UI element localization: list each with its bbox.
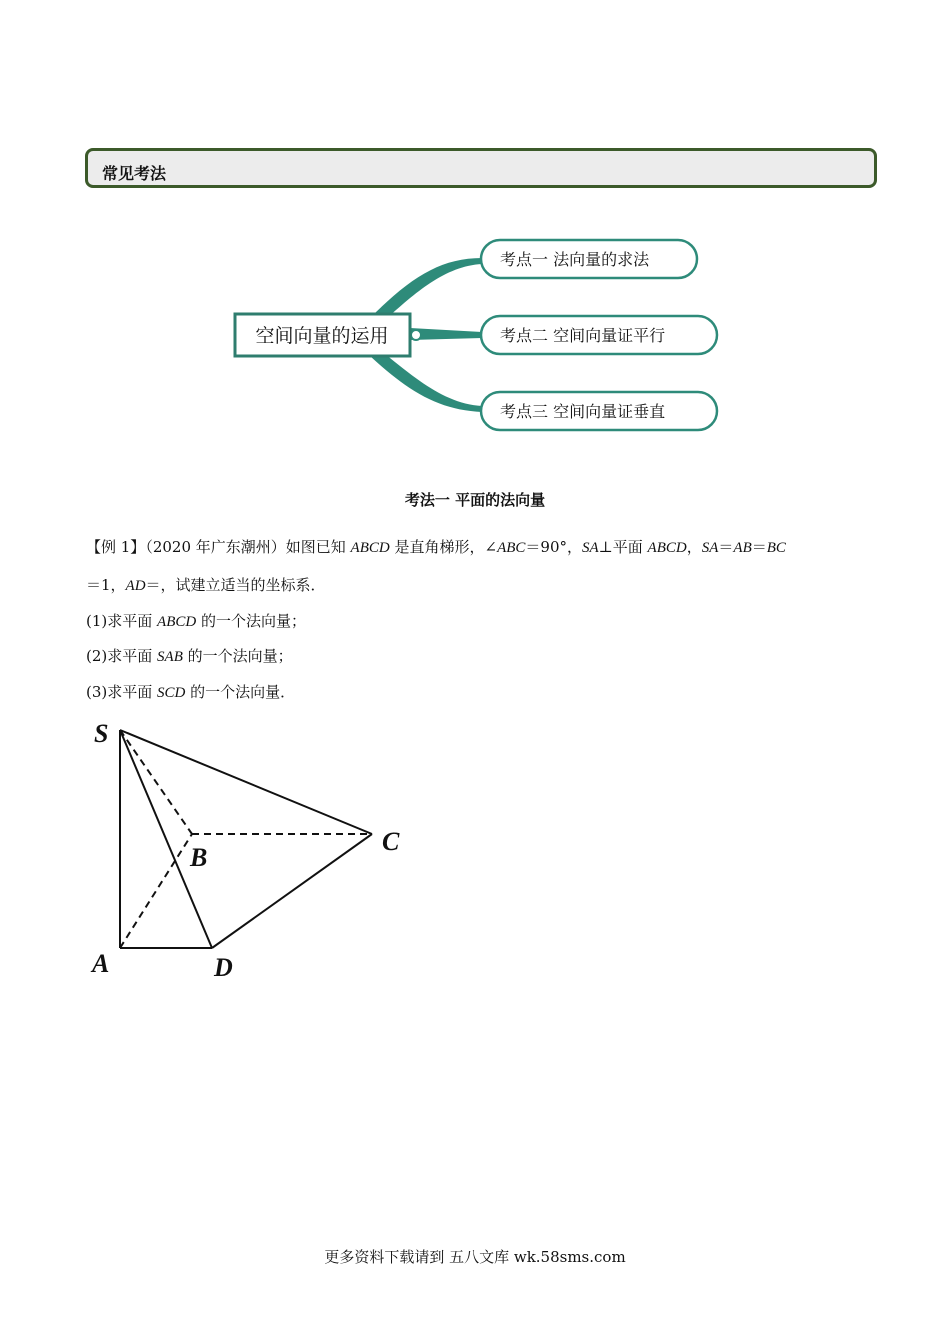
text-run: 的一个法向量． [185,683,296,701]
text-run: ⊥平面 [598,538,648,556]
math-var: SAB [157,649,183,665]
branch-node-label-3: 考点三 空间向量证垂直 [500,402,666,421]
branch-connector-1 [370,258,482,320]
text-run: 的一个法向量； [196,612,306,630]
math-var: SA [701,540,719,556]
branch-connector-3 [370,354,482,412]
pyramid-figure [88,716,408,984]
text-run: ， [686,538,702,556]
text-run: 是直角梯形，∠ [389,538,498,556]
edge-DC [212,834,372,948]
text-run: (2)求平面 [86,647,158,665]
example-tag: 【例 1】 [86,538,146,556]
math-var: AD [125,578,146,594]
question-2 [86,645,293,666]
math-var: BC [766,540,786,556]
text-run: 如图已知 [285,538,351,556]
node-connector-dot [411,330,421,340]
text-run: ＝90°， [525,538,582,556]
label-B: B [190,843,208,872]
text-run: (3)求平面 [86,683,158,701]
label-A: A [92,949,110,978]
method-heading: 考法一 平面的法向量 [404,491,546,509]
example-line-2 [86,574,326,595]
math-var: ABCD [647,540,687,556]
label-S: S [94,719,109,748]
text-run: ＝ [718,538,734,556]
footer-note: 更多资料下载请到 五八文库 wk.58sms.com [324,1248,626,1266]
label-C: C [382,827,400,856]
example-source: （2020 年广东潮州） [145,538,286,556]
example-line-1 [86,536,786,557]
math-var: ABC [497,540,526,556]
text-run: 的一个法向量； [182,647,293,665]
branch-node-label-1: 考点一 法向量的求法 [500,250,650,269]
text-run: ＝1， [86,576,126,594]
math-var: SA [582,540,599,556]
edge-AB [120,834,192,948]
text-run: ＝ [751,538,767,556]
text-run: ＝，试建立适当的坐标系． [145,576,326,594]
center-node-label: 空间向量的运用 [255,325,389,347]
section-header [85,148,877,188]
label-D: D [214,953,233,982]
math-var: ABCD [350,540,390,556]
mind-map [220,228,740,448]
question-1 [86,610,306,631]
branch-node-label-2: 考点二 空间向量证平行 [500,326,666,345]
math-var: AB [733,540,752,556]
question-3 [86,681,295,702]
section-title: 常见考法 [102,164,167,183]
math-var: ABCD [157,614,197,630]
text-run: (1)求平面 [86,612,158,630]
math-var: SCD [157,685,186,701]
